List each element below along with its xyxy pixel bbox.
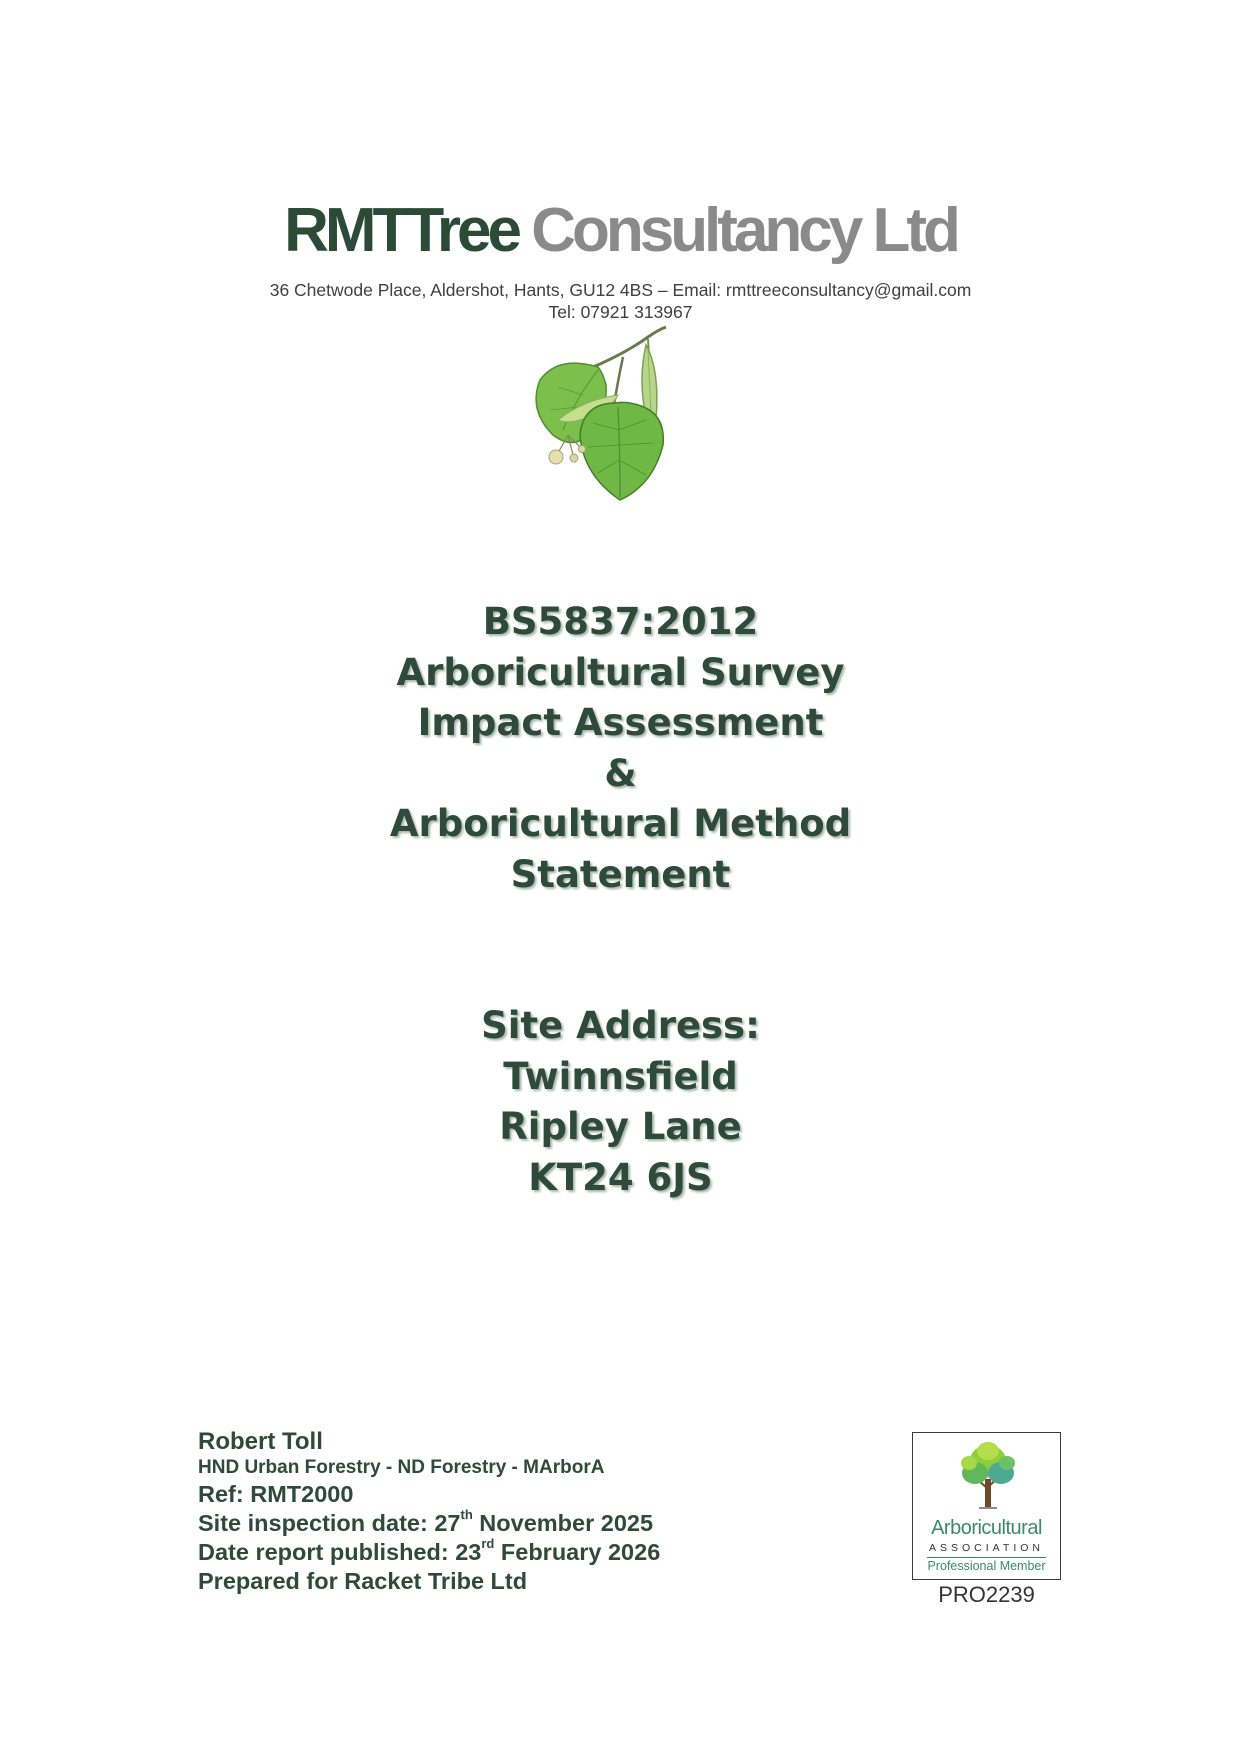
title-line-ampersand: & — [604, 751, 637, 795]
author-qualifications: HND Urban Forestry - ND Forestry - MArborA — [198, 1457, 605, 1478]
lime-leaf-icon — [528, 325, 708, 510]
title-line-method: Arboricultural Method — [389, 802, 852, 845]
site-address — [0, 1001, 1241, 1203]
brand-name-primary: RMTTree — [284, 196, 518, 265]
tree-logo-icon — [957, 1439, 1019, 1513]
company-address: 36 Chetwode Place, Aldershot, Hants, GU12 4BS – Email: rmttreeconsultancy@gmail.com — [269, 280, 972, 300]
site-address-heading: Site Address: — [481, 1004, 760, 1047]
site-address-name: Twinnsfield — [503, 1054, 738, 1098]
badge-word-association: ASSOCIATION — [929, 1542, 1044, 1554]
author-details — [198, 1428, 660, 1596]
membership-code: PRO2239 — [938, 1582, 1035, 1607]
site-address-street: Ripley Lane — [499, 1105, 742, 1148]
arboricultural-association-badge — [912, 1432, 1061, 1580]
brand-name-secondary: Consultancy Ltd — [531, 196, 957, 265]
site-address-postcode: KT24 6JS — [528, 1155, 713, 1199]
report-reference: Ref: RMT2000 — [198, 1481, 354, 1507]
report-title — [0, 597, 1241, 900]
title-line-standard: BS5837:2012 — [482, 600, 759, 643]
badge-professional-member: Professional Member — [927, 1559, 1046, 1573]
company-contact — [0, 279, 1241, 323]
prepared-for: Prepared for Racket Tribe Ltd — [198, 1568, 528, 1594]
badge-divider — [927, 1557, 1046, 1558]
company-brand — [0, 196, 1241, 265]
published-date: Date report published: 23rd February 2026 — [198, 1536, 661, 1565]
inspection-date: Site inspection date: 27th November 2025 — [198, 1507, 654, 1536]
title-line-survey: Arboricultural Survey — [396, 650, 845, 694]
author-name: Robert Toll — [198, 1428, 323, 1455]
badge-word-arboricultural: Arboricultural — [931, 1517, 1042, 1539]
title-line-statement: Statement — [510, 852, 731, 896]
company-telephone: Tel: 07921 313967 — [548, 302, 693, 322]
title-line-impact: Impact Assessment — [417, 701, 824, 744]
